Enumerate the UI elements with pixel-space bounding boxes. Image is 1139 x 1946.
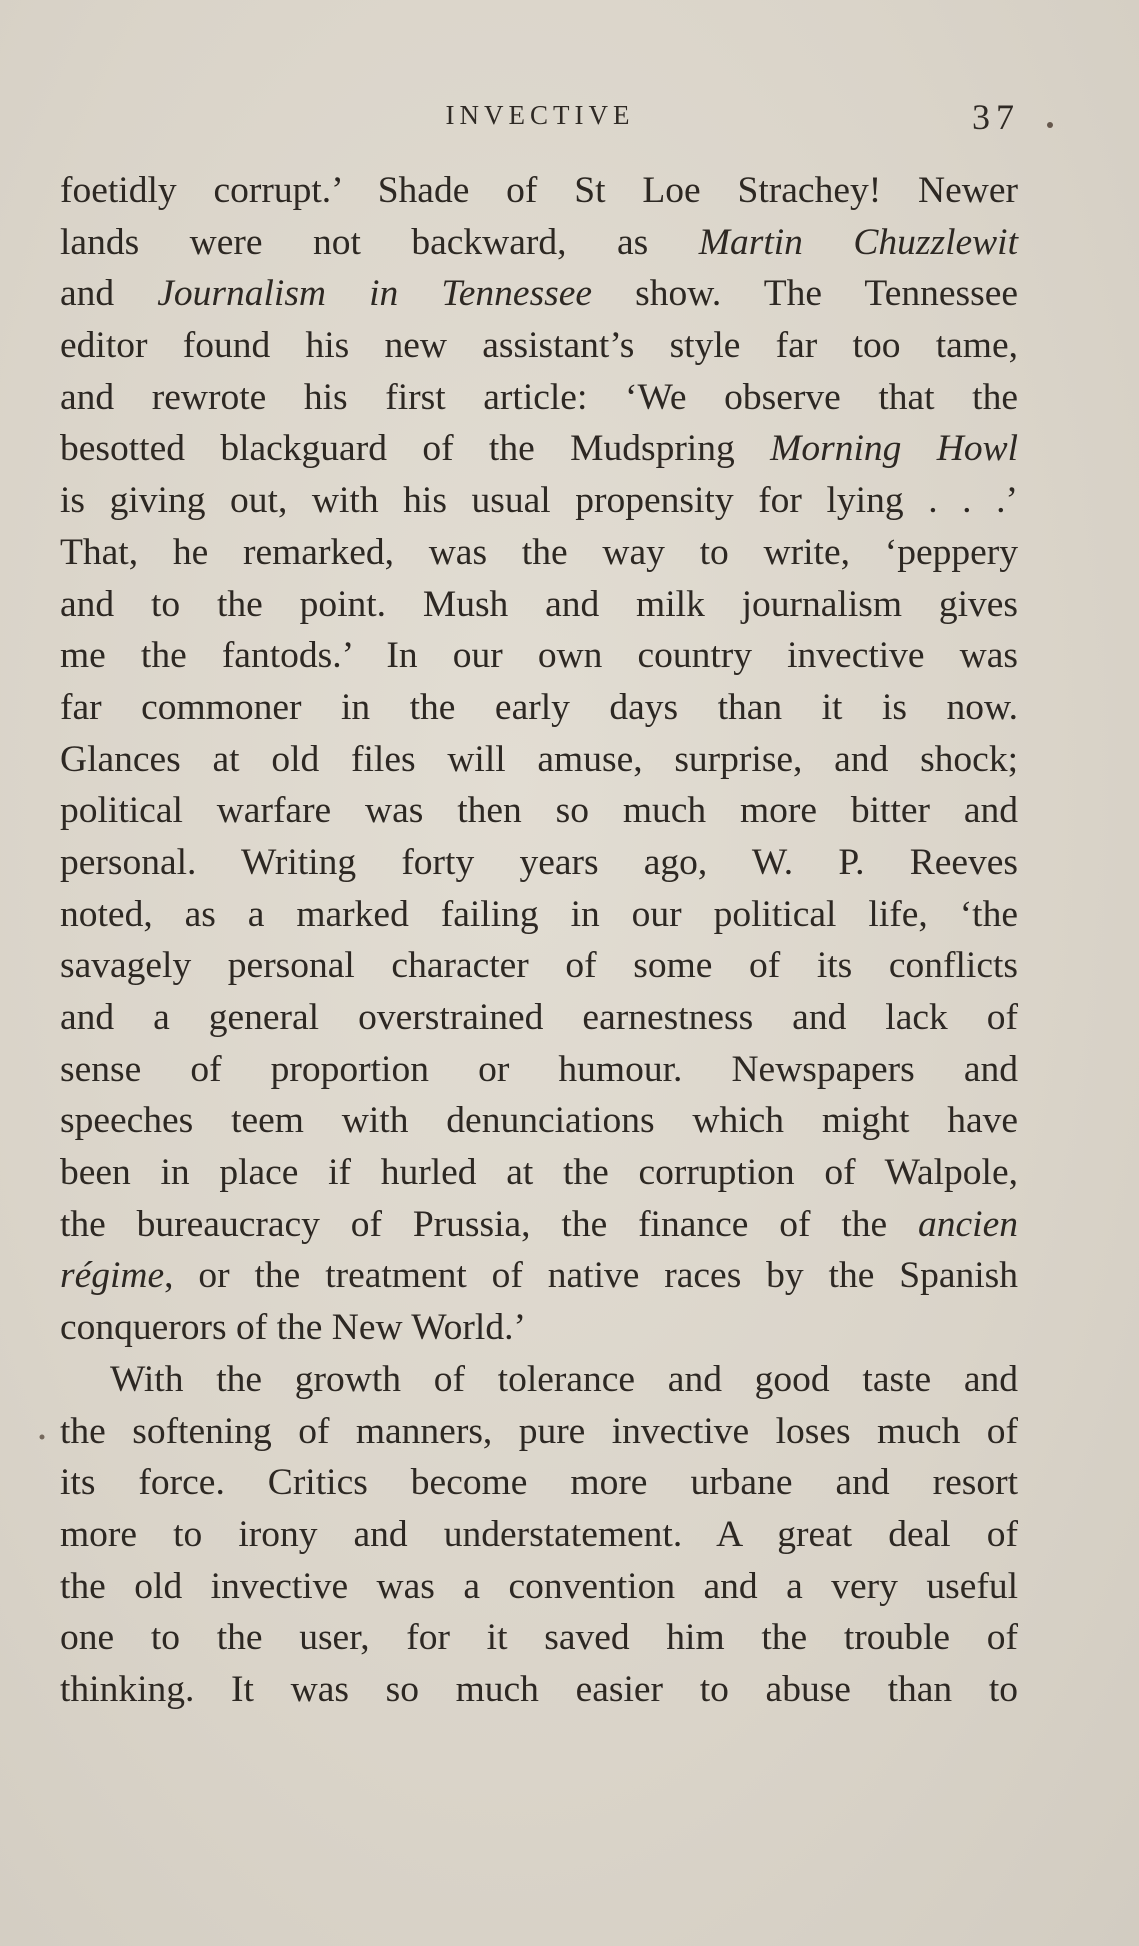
text-line [60, 1199, 1018, 1251]
italic-title: Martin Chuzzlewit [698, 221, 1018, 263]
body-text [60, 165, 1018, 1716]
ink-speck [40, 1435, 45, 1440]
text-run: With the growth of tolerance and good taste and [110, 1358, 1018, 1400]
text-run: is giving out, with his usual propensity for lying . . .’ [60, 480, 1018, 522]
running-title: INVECTIVE [445, 100, 635, 130]
text-run: Glances at old files will amuse, surprise, and shock; [60, 738, 1018, 780]
text-line [60, 734, 1018, 786]
ink-speck [1047, 122, 1053, 128]
text-line [60, 475, 1018, 527]
text-run: That, he remarked, was the way to write, ‘peppery [60, 531, 1018, 573]
text-run: lands were not backward, as [60, 221, 699, 263]
text-run: show. The Tennessee [592, 273, 1018, 315]
text-line [60, 1147, 1018, 1199]
text-line [60, 1250, 1018, 1302]
text-line [60, 1354, 1018, 1406]
text-run: speeches teem with denunciations which might have [60, 1100, 1018, 1142]
italic-title: Journalism in Tennessee [157, 273, 593, 315]
text-line [60, 837, 1018, 889]
text-run: more to irony and understatement. A great deal of [60, 1513, 1018, 1555]
text-line [60, 1406, 1018, 1458]
text-run: and rewrote his first article: ‘We observe that the [60, 376, 1018, 418]
text-line [60, 940, 1018, 992]
text-line [60, 1509, 1018, 1561]
text-line [60, 1664, 1018, 1716]
text-line [60, 682, 1018, 734]
text-run: the old invective was a convention and a very useful [60, 1565, 1018, 1607]
text-run: editor found his new assistant’s style far too tame, [60, 325, 1018, 367]
text-run: foetidly corrupt.’ Shade of St Loe Strachey! Newer [60, 170, 1018, 211]
text-line [60, 423, 1018, 475]
text-run: its force. Critics become more urbane and resort [60, 1462, 1018, 1504]
text-line [60, 1044, 1018, 1096]
paragraph [60, 1354, 1018, 1716]
text-run: far commoner in the early days than it is now. [60, 686, 1018, 728]
text-line [60, 1561, 1018, 1613]
text-line [60, 165, 1018, 217]
text-run: and a general overstrained earnestness and lack of [60, 997, 1018, 1038]
text-run: conquerors of the New World.’ [60, 1307, 526, 1349]
italic-title: Morning Howl [770, 428, 1019, 470]
text-line [60, 527, 1018, 579]
text-run: the bureaucracy of Prussia, the finance of the [60, 1203, 919, 1245]
text-line [60, 217, 1018, 269]
text-run: besotted blackguard of the Mudspring [60, 428, 771, 470]
text-line [60, 579, 1018, 631]
text-run: sense of proportion or humour. Newspapers and [60, 1048, 1018, 1090]
text-run: noted, as a marked failing in our political life, ‘the [60, 893, 1018, 935]
text-run: one to the user, for it saved him the trouble of [60, 1617, 1018, 1659]
text-run: me the fantods.’ In our own country invective was [60, 635, 1018, 677]
text-run: , or the treatment of native races by the Spanish [164, 1255, 1018, 1297]
text-run: savagely personal character of some of its conflicts [60, 945, 1018, 987]
italic-title: régime [60, 1255, 165, 1297]
text-run: political warfare was then so much more bitter and [60, 790, 1018, 832]
text-run: and [60, 273, 158, 315]
text-line [60, 268, 1018, 320]
text-line [60, 889, 1018, 941]
running-head [60, 97, 1020, 140]
paragraph [60, 165, 1018, 1354]
text-run: thinking. It was so much easier to abuse than to [60, 1668, 1018, 1710]
text-run: the softening of manners, pure invective loses much of [60, 1410, 1018, 1452]
text-line [60, 630, 1018, 682]
text-run: personal. Writing forty years ago, W. P. Reeves [60, 841, 1018, 883]
text-run: been in place if hurled at the corruption of Walpole, [60, 1152, 1018, 1194]
page-number: 37 [972, 97, 1020, 137]
text-run: and to the point. Mush and milk journalism gives [60, 583, 1018, 625]
text-line [60, 1302, 1018, 1354]
text-line [60, 785, 1018, 837]
text-line [60, 992, 1018, 1044]
text-line [60, 1095, 1018, 1147]
text-line [60, 320, 1018, 372]
text-line [60, 1612, 1018, 1664]
text-line [60, 1457, 1018, 1509]
text-line [60, 372, 1018, 424]
italic-title: ancien [918, 1203, 1018, 1245]
